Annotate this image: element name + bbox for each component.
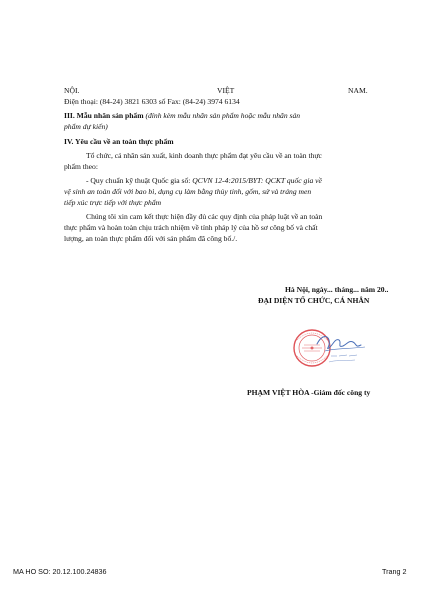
contact-line: Điện thoại: (84-24) 3821 6303 số Fax: (84-24) 3974 6134 (64, 97, 240, 106)
company-seal-icon (294, 330, 330, 366)
header-nam: NAM. (348, 86, 368, 95)
place-date: Hà Nội, ngày... tháng... năm 20.. (285, 285, 389, 294)
section-3-title: III. Mẫu nhãn sản phẩm (64, 111, 144, 120)
standard-line-1 (86, 176, 322, 187)
commitment-line-3: lượng, an toàn thực phẩm đối với sản phẩm đã công bố./. (64, 234, 238, 243)
standard-code: QCVN 12-4:2015/BYT: QCKT quốc gia về (192, 176, 322, 185)
section-3-note-cont: phẩm dự kiến) (64, 122, 108, 131)
company-seal-and-signature (285, 318, 375, 374)
standard-line-2: vệ sinh an toàn đối với bao bì, dụng cụ làm bằng thủy tinh, gốm, sứ và tráng men (64, 187, 312, 196)
commitment-line-2: thực phẩm và hoàn toàn chịu trách nhiệm về tính pháp lý của hồ sơ công bố và chất (64, 223, 318, 232)
section-4-intro: Tổ chức, cá nhân sản xuất, kinh doanh thực phẩm đạt yêu cầu về an toàn thực (86, 151, 322, 160)
section-4-intro-cont: phẩm theo: (64, 162, 98, 171)
section-3-note: (đính kèm mẫu nhãn sản phẩm hoặc mẫu nhãn sản (145, 111, 301, 120)
standard-prefix: - Quy chuẩn kỹ thuật Quốc gia số: (86, 176, 193, 185)
header-viet: VIỆT (217, 86, 235, 95)
section-3-line (64, 111, 300, 122)
commitment-line-1: Chúng tôi xin cam kết thực hiện đầy đủ các quy định của pháp luật về an toàn (86, 212, 323, 221)
header-noi: NỘI. (64, 86, 80, 95)
standard-line-3: tiếp xúc trực tiếp với thực phẩm (64, 198, 162, 207)
section-4-title: IV. Yêu cầu về an toàn thực phẩm (64, 137, 174, 146)
page-number: Trang 2 (382, 567, 407, 576)
signer-name: PHẠM VIỆT HÒA -Giám đốc công ty (247, 388, 371, 397)
representative-title: ĐẠI DIỆN TỔ CHỨC, CÁ NHÂN (258, 296, 370, 305)
file-code: MA HO SO: 20.12.100.24836 (13, 567, 107, 576)
